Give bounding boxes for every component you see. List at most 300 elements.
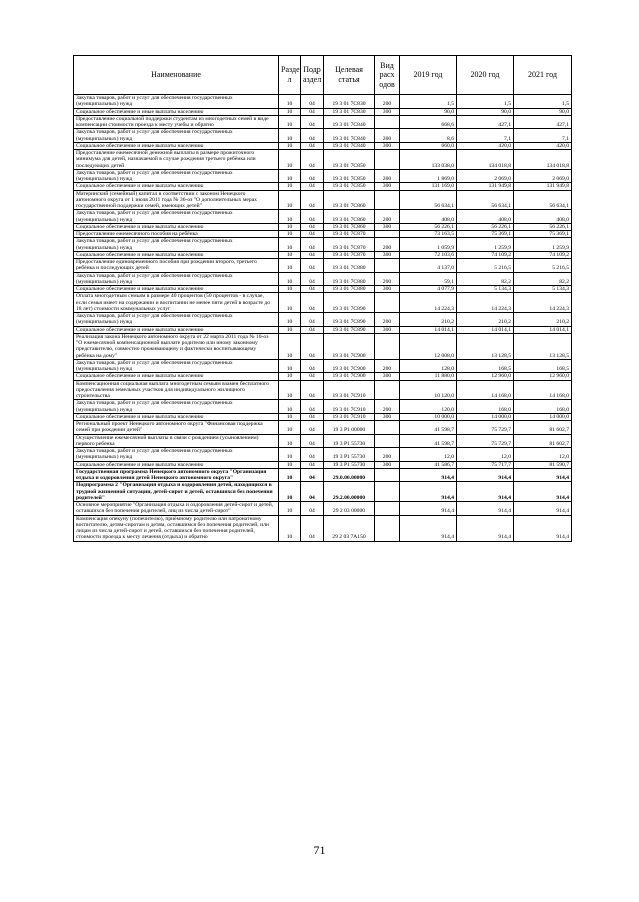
row-value-2021: 7,1 bbox=[514, 129, 572, 143]
row-section-cell: 10 bbox=[279, 293, 301, 313]
row-target-cell: 19 3 01 7C910 bbox=[324, 400, 375, 414]
row-value-2020: 90,0 bbox=[457, 108, 514, 115]
row-name-cell: Оплата многодетным семьям в размере 40 процентов (50 процентов - в случае, если семья имеет на содержании и воспитании не менее пяти детей в возрасте до 18 лет) стоимости коммунальных услуг bbox=[74, 293, 279, 313]
row-value-2020: 12 960,0 bbox=[457, 373, 514, 380]
row-target-cell: 19 3 01 7C880 bbox=[324, 272, 375, 286]
row-section-cell: 10 bbox=[279, 313, 301, 327]
row-section-cell: 10 bbox=[279, 223, 301, 230]
row-value-2019: 56 634,1 bbox=[400, 190, 457, 210]
row-expense-type-cell: 200 bbox=[375, 238, 400, 252]
row-section-cell: 10 bbox=[279, 359, 301, 373]
row-value-2020: 1,5 bbox=[457, 95, 514, 109]
row-value-2019: 133 038,0 bbox=[400, 150, 457, 170]
row-value-2019: 12,0 bbox=[400, 448, 457, 462]
row-value-2021: 14 000,0 bbox=[514, 413, 572, 420]
row-section-cell: 10 bbox=[279, 190, 301, 210]
row-expense-type-cell bbox=[375, 515, 400, 541]
row-value-2019: 914,4 bbox=[400, 482, 457, 502]
row-expense-type-cell: 300 bbox=[375, 142, 400, 149]
table-row bbox=[74, 400, 572, 414]
table-row bbox=[74, 413, 572, 420]
row-value-2019: 128,0 bbox=[400, 359, 457, 373]
row-value-2020: 14 000,0 bbox=[457, 413, 514, 420]
row-value-2021: 210,2 bbox=[514, 313, 572, 327]
row-target-cell: 19 3 01 7C890 bbox=[324, 326, 375, 333]
table-row bbox=[74, 115, 572, 129]
row-expense-type-cell bbox=[375, 380, 400, 400]
row-value-2020: 914,4 bbox=[457, 482, 514, 502]
row-name-cell: Закупка товаров, работ и услуг для обеспечения государственных (муниципальных) нужд bbox=[74, 238, 279, 252]
row-section-cell: 10 bbox=[279, 272, 301, 286]
row-expense-type-cell bbox=[375, 190, 400, 210]
row-expense-type-cell bbox=[375, 434, 400, 448]
row-expense-type-cell bbox=[375, 293, 400, 313]
row-value-2019: 914,4 bbox=[400, 515, 457, 541]
row-value-2019: 72 103,6 bbox=[400, 251, 457, 258]
row-name-cell: Предоставление ежемесячной денежной выплаты в размере прожиточного минимума для детей, назначаемой в случае рождения третьего ребёнка или последующих детей bbox=[74, 150, 279, 170]
table-row bbox=[74, 150, 572, 170]
table-row bbox=[74, 482, 572, 502]
row-section-cell: 10 bbox=[279, 129, 301, 143]
row-value-2020: 75 717,7 bbox=[457, 461, 514, 468]
row-section-cell: 10 bbox=[279, 515, 301, 541]
row-subsection-cell: 04 bbox=[301, 515, 324, 541]
row-expense-type-cell: 200 bbox=[375, 359, 400, 373]
row-section-cell: 10 bbox=[279, 115, 301, 129]
row-value-2021: 914,4 bbox=[514, 468, 572, 482]
row-value-2021: 74 109,2 bbox=[514, 251, 572, 258]
row-value-2021: 82,2 bbox=[514, 272, 572, 286]
row-name-cell: Государственная программа Ненецкого автономного округа "Организация отдыха и оздоровления детей Ненецкого автономного округа" bbox=[74, 468, 279, 482]
row-expense-type-cell: 200 bbox=[375, 448, 400, 462]
header-2021: 2021 год bbox=[514, 56, 572, 95]
row-name-cell: Подпрограмма 2 "Организация отдыха и оздоровления детей, находящихся в трудной жизненной ситуации, детей-сирот и детей, оставшихся без попечения родителей" bbox=[74, 482, 279, 502]
row-target-cell: 19 3 01 7C910 bbox=[324, 380, 375, 400]
row-expense-type-cell: 300 bbox=[375, 326, 400, 333]
row-value-2019: 4 137,0 bbox=[400, 259, 457, 273]
row-target-cell: 19 3 01 7C830 bbox=[324, 95, 375, 109]
row-value-2020: 5 216,5 bbox=[457, 259, 514, 273]
row-subsection-cell: 04 bbox=[301, 259, 324, 273]
row-name-cell: Региональный проект Ненецкого автономного округа "Финансовая поддержка семей при рождении детей" bbox=[74, 421, 279, 435]
row-name-cell: Социальное обеспечение и иные выплаты населению bbox=[74, 461, 279, 468]
row-section-cell: 10 bbox=[279, 380, 301, 400]
row-section-cell: 10 bbox=[279, 333, 301, 359]
row-subsection-cell: 04 bbox=[301, 286, 324, 293]
header-target-article: Целевая статья bbox=[324, 56, 375, 95]
row-section-cell: 10 bbox=[279, 373, 301, 380]
table-row bbox=[74, 169, 572, 183]
row-value-2020: 1 259,9 bbox=[457, 238, 514, 252]
row-value-2019: 90,0 bbox=[400, 108, 457, 115]
row-subsection-cell: 04 bbox=[301, 400, 324, 414]
table-row bbox=[74, 183, 572, 190]
row-value-2021: 914,4 bbox=[514, 502, 572, 516]
row-subsection-cell: 04 bbox=[301, 223, 324, 230]
table-row bbox=[74, 223, 572, 230]
row-target-cell: 19 3 01 7C840 bbox=[324, 129, 375, 143]
row-value-2019: 41 598,7 bbox=[400, 421, 457, 435]
row-value-2021: 408,0 bbox=[514, 210, 572, 224]
table-row bbox=[74, 461, 572, 468]
row-value-2019: 10 120,0 bbox=[400, 380, 457, 400]
row-section-cell: 10 bbox=[279, 183, 301, 190]
table-row bbox=[74, 502, 572, 516]
header-section: Разде л bbox=[279, 56, 301, 95]
row-value-2019: 668,6 bbox=[400, 115, 457, 129]
row-target-cell: 19 3 P1 55730 bbox=[324, 448, 375, 462]
row-target-cell: 19 3 01 7C860 bbox=[324, 210, 375, 224]
row-value-2019: 11 880,0 bbox=[400, 373, 457, 380]
row-value-2020: 56 634,1 bbox=[457, 190, 514, 210]
table-row bbox=[74, 326, 572, 333]
row-value-2020: 914,4 bbox=[457, 468, 514, 482]
row-section-cell: 10 bbox=[279, 468, 301, 482]
header-row bbox=[74, 56, 572, 95]
row-subsection-cell: 04 bbox=[301, 142, 324, 149]
row-value-2021: 914,4 bbox=[514, 482, 572, 502]
row-subsection-cell: 04 bbox=[301, 190, 324, 210]
row-value-2020: 14 014,1 bbox=[457, 326, 514, 333]
row-target-cell: 19 3 01 7C900 bbox=[324, 359, 375, 373]
row-target-cell: 29 2 03 7A150 bbox=[324, 515, 375, 541]
row-section-cell: 10 bbox=[279, 95, 301, 109]
row-name-cell: Материнский (семейный) капитал в соответствии с законом Ненецкого автономного округа от 1 июля 2011 года № 36-оз "О дополнительных мерах государственной поддержки семей, имеющих детей" bbox=[74, 190, 279, 210]
row-value-2021: 81 602,7 bbox=[514, 421, 572, 435]
table-row bbox=[74, 238, 572, 252]
row-expense-type-cell bbox=[375, 502, 400, 516]
row-subsection-cell: 04 bbox=[301, 434, 324, 448]
row-expense-type-cell: 300 bbox=[375, 223, 400, 230]
row-section-cell: 10 bbox=[279, 502, 301, 516]
table-row bbox=[74, 434, 572, 448]
row-name-cell: Закупка товаров, работ и услуг для обеспечения государственных (муниципальных) нужд bbox=[74, 210, 279, 224]
row-subsection-cell: 04 bbox=[301, 482, 324, 502]
row-value-2021: 5 134,3 bbox=[514, 286, 572, 293]
row-value-2020: 914,4 bbox=[457, 502, 514, 516]
row-section-cell: 10 bbox=[279, 238, 301, 252]
row-value-2020: 14 224,3 bbox=[457, 293, 514, 313]
row-value-2019: 41 586,7 bbox=[400, 461, 457, 468]
table-row bbox=[74, 272, 572, 286]
row-expense-type-cell: 300 bbox=[375, 183, 400, 190]
row-name-cell: Закупка товаров, работ и услуг для обеспечения государственных (муниципальных) нужд bbox=[74, 400, 279, 414]
row-expense-type-cell bbox=[375, 333, 400, 359]
row-value-2021: 1 259,9 bbox=[514, 238, 572, 252]
row-value-2020: 12,0 bbox=[457, 448, 514, 462]
row-value-2020: 408,0 bbox=[457, 210, 514, 224]
row-target-cell: 19 3 01 7C860 bbox=[324, 223, 375, 230]
row-name-cell: Предоставление социальной поддержки студентам из многодетных семей в виде компенсации стоимости проезда к месту учебы и обратно bbox=[74, 115, 279, 129]
row-value-2020: 134 018,8 bbox=[457, 150, 514, 170]
row-name-cell: Социальное обеспечение и иные выплаты населению bbox=[74, 286, 279, 293]
row-name-cell: Социальное обеспечение и иные выплаты населению bbox=[74, 108, 279, 115]
row-expense-type-cell: 300 bbox=[375, 373, 400, 380]
row-value-2021: 2 069,0 bbox=[514, 169, 572, 183]
row-section-cell: 10 bbox=[279, 231, 301, 238]
row-value-2019: 14 224,3 bbox=[400, 293, 457, 313]
table-row bbox=[74, 142, 572, 149]
table-row bbox=[74, 231, 572, 238]
row-subsection-cell: 04 bbox=[301, 502, 324, 516]
row-section-cell: 10 bbox=[279, 251, 301, 258]
row-expense-type-cell bbox=[375, 150, 400, 170]
row-expense-type-cell: 200 bbox=[375, 272, 400, 286]
row-expense-type-cell: 300 bbox=[375, 413, 400, 420]
row-value-2020: 2 069,0 bbox=[457, 169, 514, 183]
row-target-cell: 19 3 01 7C850 bbox=[324, 183, 375, 190]
row-name-cell: Социальное обеспечение и иные выплаты населению bbox=[74, 373, 279, 380]
row-target-cell: 19 3 01 7C850 bbox=[324, 150, 375, 170]
row-expense-type-cell: 300 bbox=[375, 286, 400, 293]
table-row bbox=[74, 380, 572, 400]
row-name-cell: Социальное обеспечение и иные выплаты населению bbox=[74, 251, 279, 258]
row-value-2021: 12,0 bbox=[514, 448, 572, 462]
row-section-cell: 10 bbox=[279, 482, 301, 502]
row-expense-type-cell: 200 bbox=[375, 169, 400, 183]
row-subsection-cell: 04 bbox=[301, 108, 324, 115]
row-value-2020: 75 369,1 bbox=[457, 231, 514, 238]
row-value-2021: 168,0 bbox=[514, 400, 572, 414]
row-value-2021: 90,0 bbox=[514, 108, 572, 115]
row-expense-type-cell: 200 bbox=[375, 95, 400, 109]
row-value-2021: 420,0 bbox=[514, 142, 572, 149]
row-value-2021: 56 634,1 bbox=[514, 190, 572, 210]
row-section-cell: 10 bbox=[279, 169, 301, 183]
row-subsection-cell: 04 bbox=[301, 115, 324, 129]
row-value-2019: 56 226,1 bbox=[400, 223, 457, 230]
row-value-2021: 81 590,7 bbox=[514, 461, 572, 468]
row-value-2019: 408,0 bbox=[400, 210, 457, 224]
row-value-2019: 41 598,7 bbox=[400, 434, 457, 448]
row-value-2020: 75 729,7 bbox=[457, 434, 514, 448]
row-value-2021: 134 018,8 bbox=[514, 150, 572, 170]
table-row bbox=[74, 259, 572, 273]
row-value-2019: 131 169,0 bbox=[400, 183, 457, 190]
row-value-2020: 420,0 bbox=[457, 142, 514, 149]
row-value-2019: 120,0 bbox=[400, 400, 457, 414]
row-name-cell: Социальное обеспечение и иные выплаты населению bbox=[74, 413, 279, 420]
row-target-cell: 29 2 03 00000 bbox=[324, 502, 375, 516]
table-row bbox=[74, 359, 572, 373]
row-name-cell: Предоставление ежемесячного пособия на ребёнка bbox=[74, 231, 279, 238]
row-subsection-cell: 04 bbox=[301, 272, 324, 286]
table-row bbox=[74, 190, 572, 210]
table-row bbox=[74, 210, 572, 224]
row-expense-type-cell bbox=[375, 231, 400, 238]
budget-table bbox=[73, 55, 572, 542]
row-subsection-cell: 04 bbox=[301, 238, 324, 252]
row-expense-type-cell bbox=[375, 421, 400, 435]
row-section-cell: 10 bbox=[279, 108, 301, 115]
row-target-cell: 19 3 01 7C840 bbox=[324, 115, 375, 129]
row-name-cell: Социальное обеспечение и иные выплаты населению bbox=[74, 183, 279, 190]
row-name-cell: Компенсационная социальная выплата многодетным семьям взамен бесплатного предоставления земельных участков для индивидуального жилищного строительства bbox=[74, 380, 279, 400]
row-subsection-cell: 04 bbox=[301, 333, 324, 359]
row-subsection-cell: 04 bbox=[301, 413, 324, 420]
table-row bbox=[74, 313, 572, 327]
row-target-cell: 19 3 01 7C880 bbox=[324, 259, 375, 273]
row-value-2020: 14 168,0 bbox=[457, 380, 514, 400]
row-target-cell: 19 3 01 7C890 bbox=[324, 313, 375, 327]
row-expense-type-cell: 200 bbox=[375, 210, 400, 224]
row-value-2019: 12 008,0 bbox=[400, 333, 457, 359]
row-name-cell: Закупка товаров, работ и услуг для обеспечения государственных (муниципальных) нужд bbox=[74, 359, 279, 373]
row-value-2021: 168,5 bbox=[514, 359, 572, 373]
row-subsection-cell: 04 bbox=[301, 183, 324, 190]
header-2020: 2020 год bbox=[457, 56, 514, 95]
row-value-2020: 914,4 bbox=[457, 515, 514, 541]
row-target-cell: 19 3 01 7C870 bbox=[324, 231, 375, 238]
row-subsection-cell: 04 bbox=[301, 359, 324, 373]
row-value-2019: 4 077,9 bbox=[400, 286, 457, 293]
row-value-2019: 1,5 bbox=[400, 95, 457, 109]
row-expense-type-cell: 200 bbox=[375, 313, 400, 327]
row-name-cell: Социальное обеспечение и иные выплаты населению bbox=[74, 326, 279, 333]
row-value-2021: 75 369,1 bbox=[514, 231, 572, 238]
row-value-2019: 14 014,1 bbox=[400, 326, 457, 333]
row-value-2019: 914,4 bbox=[400, 502, 457, 516]
header-name: Наименование bbox=[74, 56, 279, 95]
row-value-2020: 13 128,5 bbox=[457, 333, 514, 359]
row-name-cell: Основное мероприятие "Организация отдыха и оздоровления детей-сирот и детей, оставшихся без попечения родителей, лиц из числа детей-сирот" bbox=[74, 502, 279, 516]
row-value-2021: 1,5 bbox=[514, 95, 572, 109]
table-row bbox=[74, 333, 572, 359]
row-subsection-cell: 04 bbox=[301, 448, 324, 462]
row-value-2021: 131 949,8 bbox=[514, 183, 572, 190]
row-value-2021: 12 960,0 bbox=[514, 373, 572, 380]
row-value-2021: 81 602,7 bbox=[514, 434, 572, 448]
table-row bbox=[74, 373, 572, 380]
row-section-cell: 10 bbox=[279, 413, 301, 420]
row-value-2021: 5 216,5 bbox=[514, 259, 572, 273]
table-row bbox=[74, 129, 572, 143]
row-subsection-cell: 04 bbox=[301, 169, 324, 183]
row-target-cell: 19 3 01 7C850 bbox=[324, 169, 375, 183]
row-value-2021: 14 168,0 bbox=[514, 380, 572, 400]
row-name-cell: Социальное обеспечение и иные выплаты населению bbox=[74, 223, 279, 230]
row-value-2020: 210,2 bbox=[457, 313, 514, 327]
row-name-cell: Закупка товаров, работ и услуг для обеспечения государственных (муниципальных) нужд bbox=[74, 95, 279, 109]
row-value-2019: 10 000,0 bbox=[400, 413, 457, 420]
row-target-cell: 19 3 P1 00000 bbox=[324, 421, 375, 435]
row-subsection-cell: 04 bbox=[301, 461, 324, 468]
row-section-cell: 10 bbox=[279, 421, 301, 435]
row-value-2019: 73 163,5 bbox=[400, 231, 457, 238]
row-section-cell: 10 bbox=[279, 210, 301, 224]
row-expense-type-cell bbox=[375, 482, 400, 502]
row-value-2019: 59,1 bbox=[400, 272, 457, 286]
table-row bbox=[74, 251, 572, 258]
row-value-2020: 131 949,8 bbox=[457, 183, 514, 190]
row-target-cell: 19 3 01 7C840 bbox=[324, 142, 375, 149]
row-expense-type-cell: 300 bbox=[375, 461, 400, 468]
row-expense-type-cell: 300 bbox=[375, 251, 400, 258]
row-value-2020: 75 729,7 bbox=[457, 421, 514, 435]
row-value-2021: 13 128,5 bbox=[514, 333, 572, 359]
row-target-cell: 19 3 01 7C890 bbox=[324, 293, 375, 313]
header-2019: 2019 год bbox=[400, 56, 457, 95]
table-body bbox=[74, 95, 572, 542]
row-target-cell: 19 3 01 7C870 bbox=[324, 251, 375, 258]
row-target-cell: 19 3 01 7C860 bbox=[324, 190, 375, 210]
row-expense-type-cell bbox=[375, 259, 400, 273]
row-expense-type-cell: 200 bbox=[375, 400, 400, 414]
row-section-cell: 10 bbox=[279, 142, 301, 149]
row-target-cell: 29.2.00.00000 bbox=[324, 482, 375, 502]
row-subsection-cell: 04 bbox=[301, 129, 324, 143]
row-value-2020: 74 109,2 bbox=[457, 251, 514, 258]
table-row bbox=[74, 468, 572, 482]
row-subsection-cell: 04 bbox=[301, 326, 324, 333]
row-value-2020: 56 226,1 bbox=[457, 223, 514, 230]
row-section-cell: 10 bbox=[279, 259, 301, 273]
row-subsection-cell: 04 bbox=[301, 380, 324, 400]
row-subsection-cell: 04 bbox=[301, 373, 324, 380]
row-section-cell: 10 bbox=[279, 400, 301, 414]
row-value-2021: 56 226,1 bbox=[514, 223, 572, 230]
header-subsection: Подр аздел bbox=[301, 56, 324, 95]
row-section-cell: 10 bbox=[279, 448, 301, 462]
row-target-cell: 19 3 01 7C900 bbox=[324, 373, 375, 380]
row-value-2019: 660,0 bbox=[400, 142, 457, 149]
table-row bbox=[74, 108, 572, 115]
row-expense-type-cell bbox=[375, 468, 400, 482]
row-value-2020: 168,0 bbox=[457, 400, 514, 414]
row-expense-type-cell: 300 bbox=[375, 108, 400, 115]
row-value-2019: 210,2 bbox=[400, 313, 457, 327]
row-subsection-cell: 04 bbox=[301, 293, 324, 313]
row-value-2020: 82,2 bbox=[457, 272, 514, 286]
row-subsection-cell: 04 bbox=[301, 231, 324, 238]
row-value-2020: 7,1 bbox=[457, 129, 514, 143]
row-subsection-cell: 04 bbox=[301, 210, 324, 224]
row-section-cell: 10 bbox=[279, 434, 301, 448]
table-row bbox=[74, 515, 572, 541]
row-subsection-cell: 04 bbox=[301, 421, 324, 435]
row-name-cell: Закупка товаров, работ и услуг для обеспечения государственных (муниципальных) нужд bbox=[74, 448, 279, 462]
row-name-cell: Осуществление ежемесячной выплаты в связи с рождением (усыновлением) первого ребенка bbox=[74, 434, 279, 448]
row-name-cell: Закупка товаров, работ и услуг для обеспечения государственных (муниципальных) нужд bbox=[74, 313, 279, 327]
row-value-2020: 5 134,3 bbox=[457, 286, 514, 293]
row-value-2019: 1 059,9 bbox=[400, 238, 457, 252]
row-name-cell: Предоставление единовременного пособия при рождении второго, третьего ребёнка и последующих детей bbox=[74, 259, 279, 273]
row-target-cell: 19 3 01 7C870 bbox=[324, 238, 375, 252]
row-subsection-cell: 04 bbox=[301, 313, 324, 327]
row-name-cell: Реализация закона Ненецкого автономного округа от 22 марта 2011 года № 10-оз "О ежемесячной компенсационной выплате родителю или иному законному представителю, совместно проживающему и фактически воспитывающему ребёнка на дому" bbox=[74, 333, 279, 359]
row-target-cell: 19 3 P1 55730 bbox=[324, 434, 375, 448]
row-target-cell: 19 3 P1 55730 bbox=[324, 461, 375, 468]
row-value-2021: 914,4 bbox=[514, 515, 572, 541]
table-row bbox=[74, 293, 572, 313]
row-value-2021: 14 014,1 bbox=[514, 326, 572, 333]
row-subsection-cell: 04 bbox=[301, 251, 324, 258]
row-expense-type-cell: 200 bbox=[375, 129, 400, 143]
table-row bbox=[74, 95, 572, 109]
row-value-2019: 8,6 bbox=[400, 129, 457, 143]
row-target-cell: 19 3 01 7C880 bbox=[324, 286, 375, 293]
row-name-cell: Закупка товаров, работ и услуг для обеспечения государственных (муниципальных) нужд bbox=[74, 129, 279, 143]
page-number: 71 bbox=[313, 843, 326, 857]
row-section-cell: 10 bbox=[279, 286, 301, 293]
row-target-cell: 19 3 01 7C900 bbox=[324, 333, 375, 359]
row-section-cell: 10 bbox=[279, 150, 301, 170]
row-subsection-cell: 04 bbox=[301, 468, 324, 482]
row-value-2019: 914,4 bbox=[400, 468, 457, 482]
row-subsection-cell: 04 bbox=[301, 150, 324, 170]
row-value-2020: 427,1 bbox=[457, 115, 514, 129]
row-name-cell: Закупка товаров, работ и услуг для обеспечения государственных (муниципальных) нужд bbox=[74, 169, 279, 183]
